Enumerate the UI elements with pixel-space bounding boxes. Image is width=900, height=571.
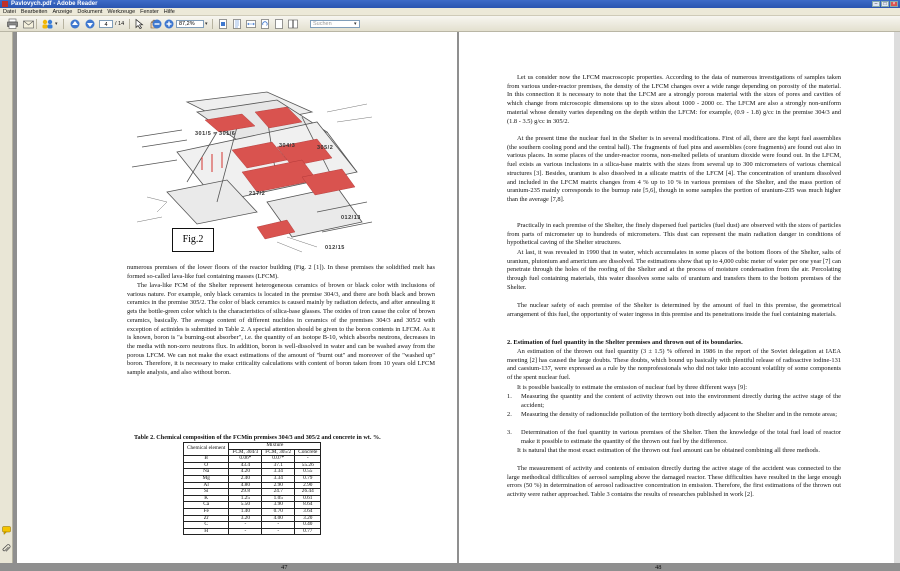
menu-window[interactable]: Fenster — [140, 9, 159, 15]
table-cell: C — [184, 522, 229, 529]
zoom-out-icon[interactable] — [152, 19, 162, 29]
select-cursor-icon[interactable] — [134, 19, 144, 29]
list-item-text: Measuring the quantity and the content of activity thrown out into the environment directly during the active stage of the accident; — [521, 393, 841, 409]
table-cell: 0.40 — [295, 522, 321, 529]
table-cell: B — [184, 456, 229, 463]
list-item — [507, 411, 841, 420]
table-cell: H — [184, 528, 229, 535]
search-input[interactable]: Suchen — [310, 20, 360, 28]
table-header-col: Concrete — [295, 449, 321, 456]
collaborate-dropdown-icon[interactable]: ▾ — [55, 21, 58, 27]
table-cell: 0.07* — [262, 456, 295, 463]
maximize-button[interactable]: □ — [881, 1, 889, 7]
table-row — [184, 528, 321, 535]
rotate-icon[interactable] — [259, 19, 270, 29]
navigation-sidebar — [0, 32, 13, 563]
body-paragraph: numerous premises of the lower floors of the reactor building (Fig. 2 [1]). In these premises the solidified melt has formed so-called lava-like fuel containing masses (LFCM). — [127, 264, 435, 280]
previous-page-icon[interactable] — [69, 19, 80, 29]
table-cell: 2.90 — [262, 482, 295, 489]
table-cell: - — [262, 528, 295, 535]
table-cell: 24.7 — [262, 489, 295, 496]
menu-edit[interactable]: Bearbeiten — [20, 9, 48, 15]
list-item-text: Determination of the fuel quantity in various premises of the Shelter. Then the knowledge of the total fuel load of reactor make it possible to estimate the quantity of the thrown out fuel by the difference. — [521, 429, 841, 445]
table-cell: O — [184, 462, 229, 469]
toolbar-separator — [129, 19, 130, 29]
table-cell: 0.70 — [262, 508, 295, 515]
body-paragraph: At the present time the nuclear fuel in the Shelter is in several modifications. First of all, there are the kept fuel assemblies (the southern cooling pond and the central hall). The fragments of fuel pins and assemblies (core fragments) are found out also in various places. In some places of the under-reactor rooms, non-melted pellets of uranium dioxide were found out. In the LFCM, fuel exists as various inclusions in a silica-base matrix with the sizes from several up to 300 micrometers of various chemical structures [3]. Besides, uranium is also dissolved in a silicate matrix of the LFCM [4]. The concentration of uranium dissolved and included in the LFCM matrix changes from 4 % up to 10 % in various premises of the Shelter, and the mass portion of uranium-235 mainly corresponds to the burnup rate [5,6], though in some samples the portion of uranium-235 was much higher than the average [7,8]. — [507, 135, 841, 203]
toolbar-separator — [63, 19, 64, 29]
table-cell: Ca — [184, 502, 229, 509]
body-paragraph: It is possible basically to estimate the emission of nuclear fuel by three different ways [9]: — [517, 384, 748, 391]
table-cell: 0.79 — [295, 475, 321, 482]
section-heading: 2. Estimation of fuel quantity in the Shelter premises and thrown out of its boundaries. — [507, 339, 743, 346]
menu-bar — [0, 8, 900, 16]
table-cell: 5.50 — [229, 502, 262, 509]
title-bar — [0, 0, 900, 8]
table-header-mixture: Mixture — [229, 443, 321, 450]
toolbar — [0, 16, 900, 32]
table-cell: 1.40 — [229, 508, 262, 515]
menu-document[interactable]: Dokument — [77, 9, 103, 15]
table-cell: 2.90 — [295, 482, 321, 489]
table-cell: 3.20 — [295, 515, 321, 522]
table-cell: 1.05 — [262, 495, 295, 502]
table-cell: 4.80 — [229, 482, 262, 489]
table-cell: 0.77 — [295, 528, 321, 535]
actual-size-icon[interactable] — [217, 19, 228, 29]
figure-label-301-5: 301/5 = 301/6 — [195, 131, 236, 137]
list-item-number: 3. — [507, 429, 512, 436]
list-item-number: 2. — [507, 411, 512, 418]
comments-icon[interactable] — [2, 526, 11, 535]
table-cell: 3.64 — [295, 508, 321, 515]
two-pages-icon[interactable] — [287, 19, 298, 29]
pdf-page-48 — [459, 32, 899, 571]
table-cell: 3.20 — [229, 515, 262, 522]
table-cell: 55.26 — [295, 462, 321, 469]
table-cell: - — [229, 522, 262, 529]
table-cell: - — [262, 522, 295, 529]
table-header-element: Chemical element — [184, 443, 229, 456]
table-cell: Na — [184, 469, 229, 476]
toolbar-separator — [36, 19, 37, 29]
table-cell: 4.20 — [229, 469, 262, 476]
reactor-premises-figure — [127, 92, 377, 257]
minimize-button[interactable]: – — [872, 1, 880, 7]
window-title: Pavlovych.pdf - Adobe Reader — [11, 1, 98, 7]
menu-help[interactable]: Hilfe — [163, 9, 175, 15]
body-paragraph: The measurement of activity and contents of emission directly during the active stage of the accident was connected to the large methodical difficulties of aerosol sampling above the damaged reactor. These difficulties have resulted in the large enough errors (50 %) in determination of aerosol radioactive concentration in emission. Therefore, the first estimations of the thrown out activity were rather approached. Table 3 contains the results of researches published in work [2]. — [507, 465, 841, 499]
zoom-level-field[interactable]: 87,2% — [176, 20, 204, 28]
fit-width-icon[interactable] — [245, 19, 256, 29]
single-page-icon[interactable] — [273, 19, 284, 29]
table-cell: 0.55 — [295, 469, 321, 476]
document-viewer[interactable] — [13, 32, 900, 571]
list-item-number: 1. — [507, 393, 512, 400]
vertical-scrollbar[interactable] — [894, 32, 900, 563]
page-number: 47 — [281, 564, 288, 571]
table-cell: 4.00 — [262, 515, 295, 522]
table-cell: 1.25 — [229, 495, 262, 502]
figure-label-217-2: 217/2 — [249, 191, 266, 197]
collaborate-icon[interactable] — [40, 19, 54, 29]
next-page-icon[interactable] — [84, 19, 95, 29]
window-controls — [872, 1, 898, 7]
page-number: 48 — [655, 564, 662, 571]
table-cell: 0.61 — [295, 495, 321, 502]
table-cell: Al — [184, 482, 229, 489]
table-cell: 8.64 — [295, 502, 321, 509]
figure-label-304-3: 304/3 — [279, 143, 296, 149]
table-cell: 0.06* — [229, 456, 262, 463]
menu-view[interactable]: Anzeige — [52, 9, 73, 15]
print-icon[interactable] — [6, 19, 18, 29]
attachments-icon[interactable] — [2, 544, 11, 553]
body-paragraph: The lava-like FCM of the Shelter represent heterogeneous ceramics of brown or black color with inclusions of various nature. For example, only black ceramics is located in the premise 304/3, and there are both black and brown ceramics in the premise 305/2. The color of black ceramics is caused mainly by radiation defects, and after annealing it gets the bottle-green color which is the characteristics of silica-base glasses. The oxides of iron cause the color of brown ceramics, basically. The average content of different nuclides in ceramics of the premises 304/3 and 305/2 with exception of actinides is submitted in Table 2. A special attention should be given to the boron contents in LFCM. As it is known, boron is "a burning-out absorber", i.e. the quantity of an isotope B-10, which absorbs neutrons, decreases in the media with non-zero neutrons flux. In addition, boron is well-dissolved in water and can be washed away from the porous LFCM. We can not make the exact estimations of the amount of "burnt out" and moreover of the "washed up" boron. Therefore, it is necessary to make criticality calculations with content of boron taken from 10 years old LFCM sample analysis, and also without boron. — [127, 282, 435, 377]
body-paragraph: The nuclear safety of each premise of the Shelter is determined by the amount of fuel in this premise, the geometrical arrangement of this fuel, the opportunity of water ingress in this premise and its penetrations inside the fuel containing materials. — [507, 302, 841, 318]
zoom-dropdown-icon[interactable]: ▾ — [205, 21, 208, 27]
list-item — [507, 429, 841, 446]
adobe-reader-icon — [2, 1, 8, 7]
list-item-text: Measuring the density of radionuclide pollution of the territory both directly adjacent to the Shelter and in the remote areas; — [521, 411, 838, 418]
search-dropdown-icon[interactable]: ▾ — [354, 21, 357, 27]
table-cell: - — [229, 528, 262, 535]
table-caption: Table 2. Chemical composition of the FCMin premises 304/3 and 305/2 and concrete in wt. %. — [134, 434, 381, 441]
table-cell: Si — [184, 489, 229, 496]
table-cell: 43.4 — [229, 462, 262, 469]
body-paragraph: It is natural that the most exact estimation of the thrown out fuel amount can be obtained combining all three methods. — [517, 447, 820, 454]
body-paragraph: An estimation of the thrown out fuel quantity (3 ± 1.5) % offered in 1986 in the report of the Soviet delegation at IAEA meeting [2] has caused the large doubts. These doubts, which bound up basically with plentiful release of radioactive iodine-131 and caesium-137, were expressed as a rule by the nonprofessionals who did not take into account volatility of some components of the spent nuclear fuel. — [507, 348, 841, 382]
list-item — [507, 393, 841, 410]
page-total: / 14 — [115, 21, 125, 27]
menu-file[interactable]: Datei — [3, 9, 16, 15]
body-paragraph: At last, it was revealed in 1990 that in water, which accumulates in some places of the bottom floors of the Shelter, salts of uranium, plutonium and americium are dissolved. The estimations show that up to 4,000 cubic meter of water per one year [7] can penetrate through the holes of the roofing of the Shelter and at the process of moisture condensation from the air. Percolating through fuel containing materials, this water dissolves some salts of uranium and transfers them to the bottom premises of the Shelter. — [507, 249, 841, 291]
table-cell: Zr — [184, 515, 229, 522]
table-header-col: FCM, 304/3 — [229, 449, 262, 456]
figure-label-305-2: 305/2 — [317, 145, 334, 151]
table-cell: - — [295, 456, 321, 463]
page-number-input[interactable]: 4 — [99, 20, 113, 28]
table-cell: Mg — [184, 475, 229, 482]
table-cell: 29.8 — [229, 489, 262, 496]
toolbar-separator — [212, 19, 213, 29]
chemical-composition-table — [183, 442, 321, 535]
table-cell: 3.90 — [262, 502, 295, 509]
table-cell: 2.40 — [229, 475, 262, 482]
figure-label-012-13: 012/13 — [341, 215, 361, 221]
figure-caption: Fig.2 — [172, 228, 214, 252]
close-button[interactable]: × — [890, 1, 898, 7]
figure-label-012-15: 012/15 — [325, 245, 345, 251]
table-cell: K — [184, 495, 229, 502]
table-header-col: FCM, 305/2 — [262, 449, 295, 456]
table-cell: Fe — [184, 508, 229, 515]
pdf-page-47 — [17, 32, 457, 571]
fit-page-icon[interactable] — [231, 19, 242, 29]
zoom-in-icon[interactable] — [164, 19, 174, 29]
table-cell: 3.34 — [262, 469, 295, 476]
body-paragraph: Let us consider now the LFCM macroscopic properties. According to the data of numerous investigations of samples taken from various under-reactor premises, the density of the LFCM changes over a wide range depending on porosity of the material. In this connection it is necessary to note that the LFCM are a strongly porous material with the sizes of pores and cavities of which change from microscopic dimensions up to the sizes about 1000 - 2000 cc. The LFCM are also a strongly non-uniform material whose density varies depending on the depth within the LFCM: for example, (0.9 - 1.8) g/cc in the premise 304/3 and (1.8 - 3.5) g/cc in 305/2. — [507, 74, 841, 125]
table-cell: 26.44 — [295, 489, 321, 496]
table-cell: 3.34 — [262, 475, 295, 482]
menu-tools[interactable]: Werkzeuge — [107, 9, 136, 15]
email-icon[interactable] — [22, 19, 34, 29]
body-paragraph: Practically in each premise of the Shelter, the finely dispersed fuel particles (fuel dust) are observed with the sizes of particles from parts of micrometer up to hundreds of micrometers. This dust can represent the main radiation danger in conditions of hypothetical caving of the Shelter structures. — [507, 222, 841, 247]
table-cell: 37.1 — [262, 462, 295, 469]
